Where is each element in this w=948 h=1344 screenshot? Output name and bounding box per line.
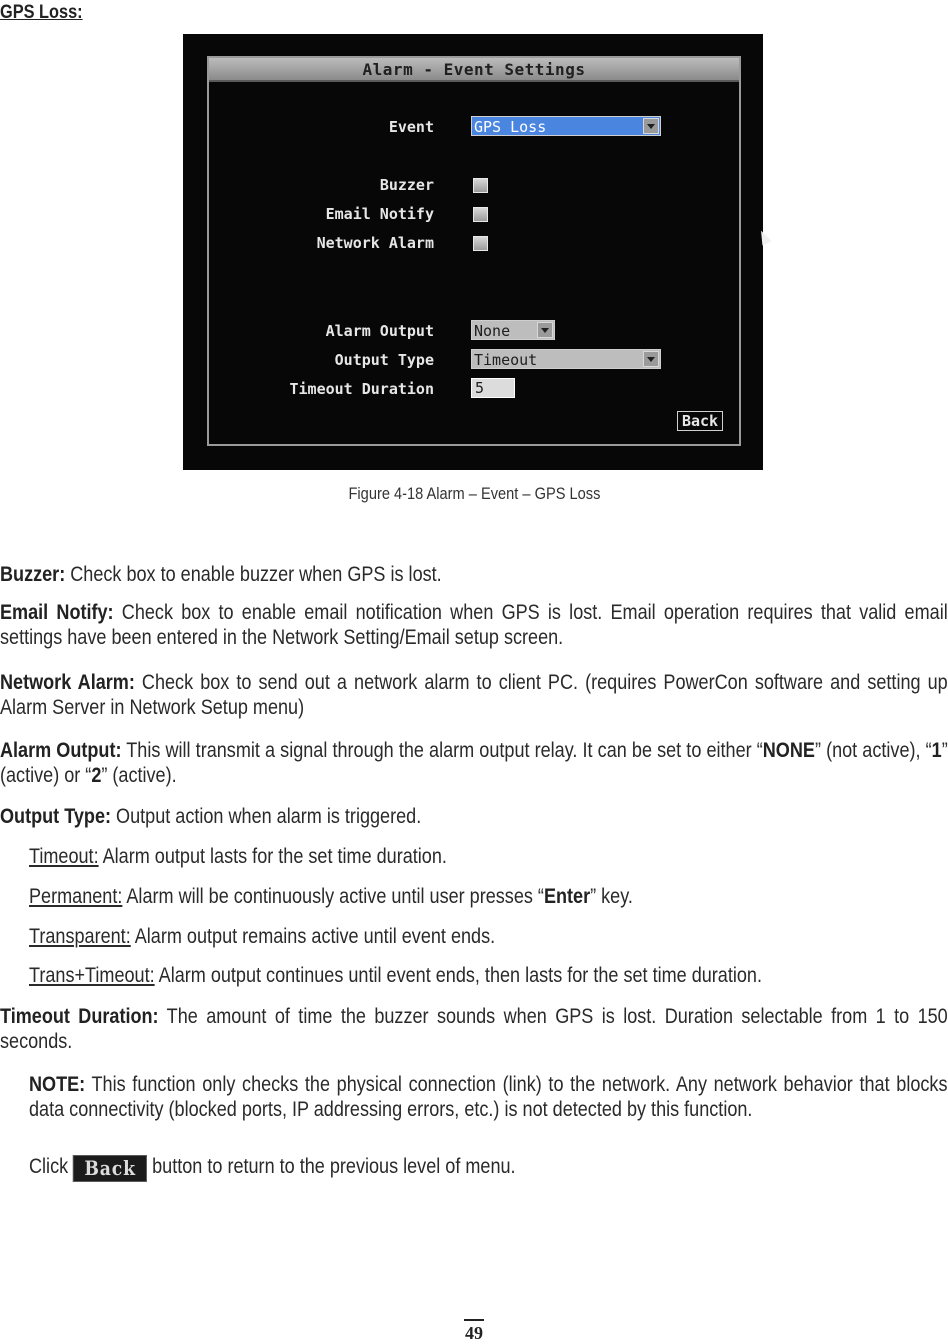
output-type-select[interactable] [471,349,661,369]
network-alarm-paragraph: Network Alarm: Check box to send out a network alarm to client PC. (requires PowerCon software and setting up Alarm Server in Network Setup menu) [0,671,948,719]
chevron-down-icon [643,351,659,367]
output-type-label: Output Type [334,351,434,369]
output-type-value: Timeout [474,351,538,369]
footer-rule [464,1319,484,1321]
page-number: 49 [465,1323,483,1343]
buzzer-checkbox[interactable] [473,178,488,193]
network-alarm-checkbox[interactable] [473,236,488,251]
back-button-image: Back [73,1155,147,1182]
permanent-option: Permanent: Alarm will be continuously active until user presses “Enter” key. [29,885,633,908]
buzzer-label: Buzzer [379,176,434,194]
email-notify-checkbox[interactable] [473,207,488,222]
event-label: Event [388,118,434,136]
alarm-event-settings-screenshot [183,34,763,470]
alarm-output-select[interactable] [471,320,555,340]
alarm-output-paragraph: Alarm Output: This will transmit a signal through the alarm output relay. It can be set to either “NONE” (not active), “1” (active) or “2” (active). [0,739,948,787]
email-notify-paragraph: Email Notify: Check box to enable email notification when GPS is lost. Email operation requires that valid email settings have been entered in the Network Setting/Email setup screen. [0,601,948,649]
note-paragraph: NOTE: This function only checks the physical connection (link) to the network. Any network behavior that blocks data connectivity (blocked ports, IP addressing errors, etc.) is not detected by this function. [29,1073,948,1121]
network-alarm-label: Network Alarm [316,234,434,252]
timeout-duration-label: Timeout Duration [289,380,434,398]
back-button[interactable]: Back [677,411,723,431]
mouse-pointer-icon [757,229,772,246]
click-back-paragraph: Click Back button to return to the previous level of menu. [29,1155,516,1180]
output-type-paragraph: Output Type: Output action when alarm is triggered. [0,805,422,828]
dialog-titlebar [209,58,739,82]
timeout-duration-paragraph: Timeout Duration: The amount of time the buzzer sounds when GPS is lost. Duration selectable from 1 to 150 seconds. [0,1005,948,1053]
event-select-value: GPS Loss [474,118,547,136]
figure-caption: Figure 4-18 Alarm – Event – GPS Loss [348,484,600,503]
email-notify-label: Email Notify [325,205,434,223]
dialog-title: Alarm - Event Settings [362,60,586,79]
chevron-down-icon [537,322,553,338]
timeout-duration-input[interactable]: 5 [471,378,515,398]
event-select[interactable] [471,116,661,136]
transparent-option: Transparent: Alarm output remains active until event ends. [29,925,496,948]
dialog-frame [207,56,741,446]
timeout-option: Timeout: Alarm output lasts for the set time duration. [29,845,447,868]
alarm-output-label: Alarm Output [325,322,434,340]
trans-timeout-option: Trans+Timeout: Alarm output continues until event ends, then lasts for the set time duration. [29,964,763,987]
chevron-down-icon [643,118,659,134]
section-heading: GPS Loss: [0,2,83,23]
alarm-output-value: None [474,322,511,340]
buzzer-paragraph: Buzzer: Check box to enable buzzer when GPS is lost. [0,563,442,586]
